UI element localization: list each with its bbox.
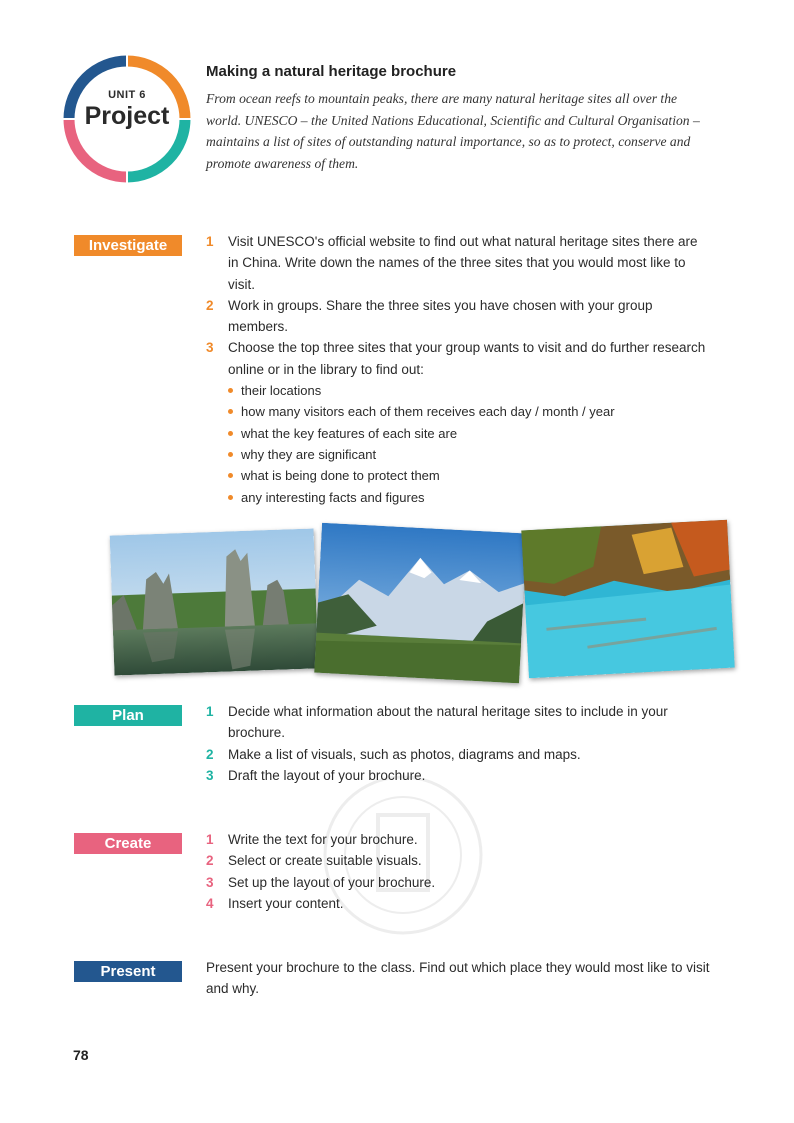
bullet-item: why they are significant [228, 444, 711, 465]
page-number: 78 [73, 1047, 89, 1063]
step-number: 3 [206, 767, 214, 783]
step-number: 1 [206, 832, 214, 847]
investigate-step [206, 231, 711, 295]
create-step [206, 893, 711, 914]
step-number: 2 [206, 853, 214, 869]
plan-label: Plan [74, 705, 182, 726]
step-number: 1 [206, 704, 214, 719]
badge-project-title: Project [84, 102, 170, 130]
bullet-item: what the key features of each site are [228, 423, 711, 444]
step-text: Make a list of visuals, such as photos, diagrams and maps. [228, 746, 581, 762]
step-number: 2 [206, 297, 214, 313]
investigate-step [206, 295, 711, 338]
bullet-item: how many visitors each of them receives each day / month / year [228, 401, 711, 422]
plan-step [206, 701, 711, 744]
snow-mountain-photo [314, 523, 527, 684]
step-text: Draft the layout of your brochure. [228, 767, 426, 783]
bullet-item: any interesting facts and figures [228, 487, 711, 508]
bullet-dot-icon [228, 431, 233, 436]
bullet-dot-icon [228, 452, 233, 457]
step-text: Write the text for your brochure. [228, 832, 418, 847]
step-text: Visit UNESCO's official website to find out what natural heritage sites there are in China. Write down the names of the three sites that you would most like to visit. [228, 234, 698, 292]
present-text: Present your brochure to the class. Find out which place they would most like to visit and why. [206, 960, 710, 997]
step-number: 1 [206, 234, 214, 249]
create-step [206, 829, 711, 850]
bullet-dot-icon [228, 473, 233, 478]
step-text: Decide what information about the natural heritage sites to include in your brochure. [228, 704, 668, 741]
step-text: Select or create suitable visuals. [228, 853, 422, 869]
create-step [206, 872, 711, 893]
research-bullets [228, 380, 711, 508]
step-text: Choose the top three sites that your group wants to visit and do further research online or in the library to find out: [228, 340, 706, 377]
turquoise-lake-photo [521, 520, 734, 679]
step-text: Work in groups. Share the three sites you have chosen with your group members. [228, 297, 653, 335]
page-title: Making a natural heritage brochure [206, 63, 457, 80]
bullet-dot-icon [228, 409, 233, 414]
bullet-item: their locations [228, 380, 711, 401]
investigate-step [206, 337, 711, 507]
create-steps [206, 829, 711, 914]
investigate-label: Investigate [74, 235, 182, 256]
present-label: Present [74, 961, 182, 982]
create-step [206, 850, 711, 871]
step-text: Insert your content. [228, 895, 344, 911]
step-number: 3 [206, 874, 214, 890]
bullet-dot-icon [228, 495, 233, 500]
investigate-steps [206, 231, 711, 508]
unit-number: UNIT 6 [108, 89, 146, 101]
step-number: 2 [206, 746, 214, 762]
step-number: 3 [206, 340, 214, 356]
step-number: 4 [206, 895, 214, 911]
intro-paragraph: From ocean reefs to mountain peaks, there are many natural heritage sites all over the world. UNESCO – the United Nations Educational, Scientific and Cultural Organisation – maintains a list of sites of outstanding natural importance, so as to protect, conserve and promote awareness of them. [206, 91, 700, 171]
stone-forest-photo [110, 528, 319, 675]
bullet-item: what is being done to protect them [228, 465, 711, 486]
create-label: Create [74, 833, 182, 854]
bullet-dot-icon [228, 388, 233, 393]
step-text: Set up the layout of your brochure. [228, 874, 436, 890]
plan-step [206, 744, 711, 765]
